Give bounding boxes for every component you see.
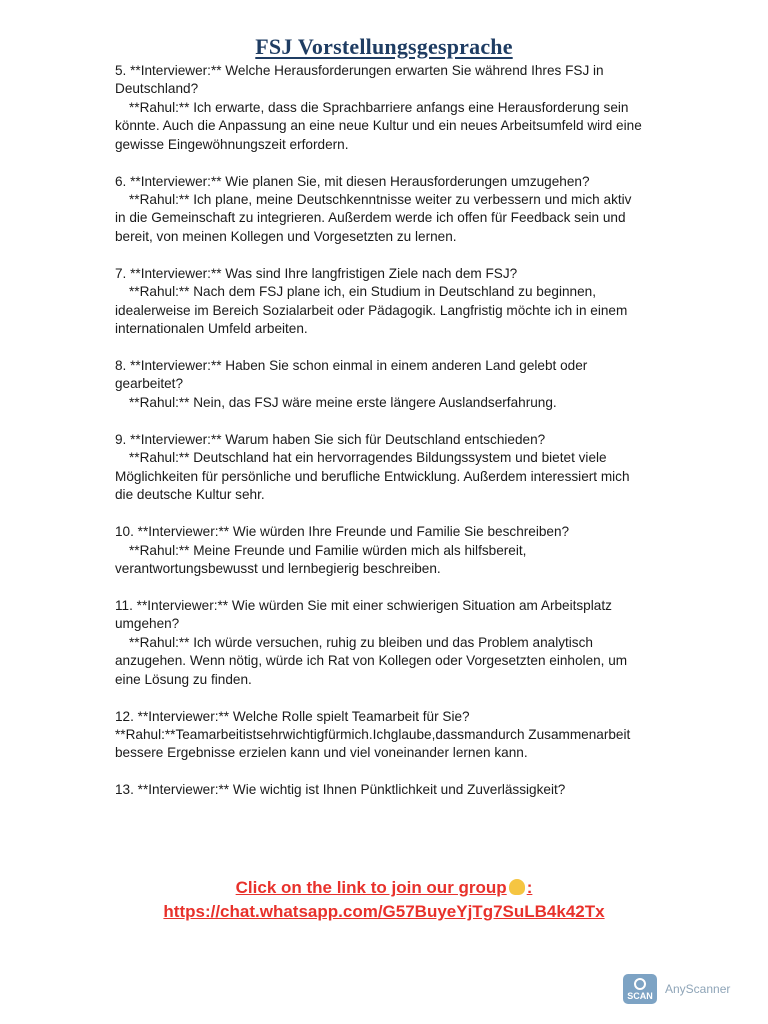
- scanner-watermark: [623, 974, 730, 1004]
- promo-text[interactable]: Click on the link to join our group: [235, 878, 507, 897]
- answer: **Rahul:** Ich plane, meine Deutschkenntnisse weiter zu verbessern und mich aktiv in die Gemeinschaft zu integrieren. Außerdem werde ich offen für Feedback sein und bereit, von meinen Kollegen und Vorgesetzten zu lernen.: [115, 192, 632, 244]
- question: 5. **Interviewer:** Welche Herausforderungen erwarten Sie während Ihres FSJ in Deutschland?: [115, 63, 604, 97]
- answer: **Rahul:** Nach dem FSJ plane ich, ein Studium in Deutschland zu beginnen, idealerweise im Bereich Sozialarbeit oder Pädagogik. Langfristig möchte ich in einem internationalen Umfeld arbeiten.: [115, 284, 628, 337]
- qa-item: [115, 265, 645, 339]
- question: 7. **Interviewer:** Was sind Ihre langfristigen Ziele nach dem FSJ?: [115, 265, 518, 281]
- qa-item: [115, 431, 645, 505]
- answer: **Rahul:** Nein, das FSJ wäre meine erste längere Auslandserfahrung.: [129, 394, 557, 410]
- question: 13. **Interviewer:** Wie wichtig ist Ihnen Pünktlichkeit und Zuverlässigkeit?: [115, 782, 566, 798]
- qa-item: [115, 62, 645, 154]
- question: 12. **Interviewer:** Welche Rolle spielt Teamarbeit für Sie?: [115, 708, 470, 724]
- qa-item: [115, 523, 645, 578]
- qa-item: [115, 173, 645, 247]
- question: 10. **Interviewer:** Wie würden Ihre Freunde und Familie Sie beschreiben?: [115, 524, 570, 540]
- answer: **Rahul:** Meine Freunde und Familie würden mich als hilfsbereit, verantwortungsbewusst und lernbegierig beschreiben.: [115, 542, 527, 576]
- lens-icon: [634, 978, 646, 990]
- qa-item: [115, 781, 645, 799]
- answer: **Rahul:** Ich würde versuchen, ruhig zu bleiben und das Problem analytisch anzugehen. Wenn nötig, würde ich Rat von Kollegen oder Vorgesetzten einholen, um eine Lösung zu finden.: [115, 634, 628, 687]
- answer: **Rahul:** Ich erwarte, dass die Sprachbarriere anfangs eine Herausforderung sein könnte. Auch die Anpassung an eine neue Kultur und ein neues Arbeitsumfeld wird eine gewisse Eingewöhnungszeit erfordern.: [115, 99, 642, 152]
- scanner-logo-label: SCAN: [627, 990, 653, 1001]
- promo-block: [0, 876, 768, 924]
- scanner-app-name: AnyScanner: [665, 982, 731, 996]
- qa-item: [115, 357, 645, 412]
- answer: **Rahul:** Deutschland hat ein hervorragendes Bildungssystem und bietet viele Möglichkeiten für persönliche und berufliche Entwicklung. Außerdem interessiert mich die deutsche Kultur sehr.: [115, 450, 630, 503]
- question: 9. **Interviewer:** Warum haben Sie sich für Deutschland entschieden?: [115, 431, 546, 447]
- document-title: FSJ Vorstellungsgesprache: [255, 34, 513, 59]
- qa-item: [115, 708, 645, 763]
- question: 11. **Interviewer:** Wie würden Sie mit einer schwierigen Situation am Arbeitsplatz umgehen?: [115, 597, 612, 632]
- question: 8. **Interviewer:** Haben Sie schon einmal in einem anderen Land gelebt oder gearbeitet?: [115, 358, 588, 392]
- pointing-down-hand-icon: [509, 879, 525, 895]
- promo-link-line: [0, 900, 768, 924]
- promo-colon[interactable]: :: [526, 878, 533, 897]
- qa-list: [115, 62, 645, 818]
- promo-line: [0, 876, 768, 900]
- answer: **Rahul:**Teamarbeitistsehrwichtigfürmich.Ichglaube,dassmandurch Zusammenarbeit bessere Ergebnisse erzielen kann und viel voneinander lernen kann.: [115, 726, 631, 761]
- qa-item: [115, 597, 645, 689]
- question: 6. **Interviewer:** Wie planen Sie, mit diesen Herausforderungen umzugehen?: [115, 173, 590, 189]
- scanner-logo-icon: [623, 974, 657, 1004]
- whatsapp-link[interactable]: https://chat.whatsapp.com/G57BuyeYjTg7SuLB4k42Tx: [163, 902, 605, 921]
